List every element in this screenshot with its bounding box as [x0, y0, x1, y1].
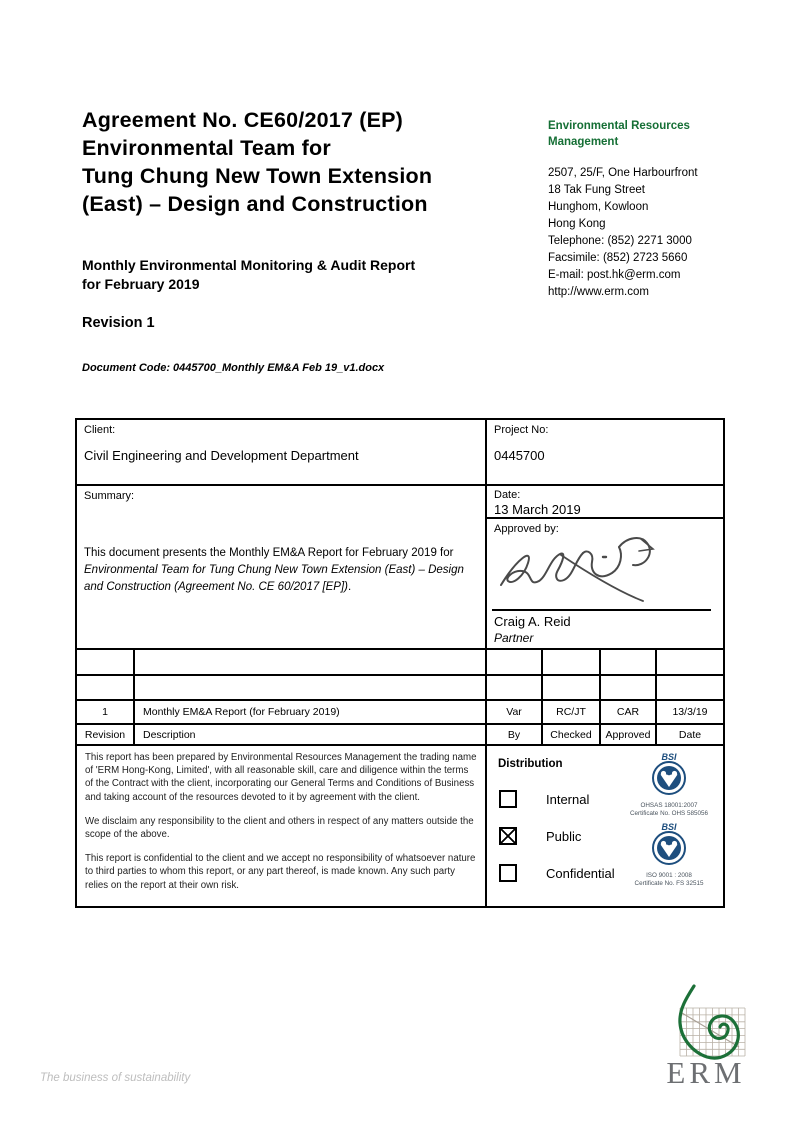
title-line: Agreement No. CE60/2017 (EP) [82, 108, 404, 132]
company-contact-block [548, 118, 788, 301]
distribution-option-label: Confidential [546, 865, 615, 881]
revision-empty-row [77, 676, 723, 701]
table-row-summary [77, 486, 723, 650]
erm-logo [652, 983, 760, 1095]
summary-cell [77, 486, 487, 648]
phone-line: Telephone: (852) 2271 3000 [548, 235, 692, 247]
project-no-label: Project No: [494, 424, 549, 436]
disclaimer-cell [77, 746, 487, 906]
revision-empty-row [77, 650, 723, 676]
approved-by-cell [487, 519, 723, 648]
header-checked: Checked [543, 725, 601, 744]
bsi-ohsas-certification [623, 751, 715, 818]
document-code: Document Code: 0445700_Monthly EM&A Feb 19_v1.docx [82, 362, 385, 374]
distribution-option-confidential [499, 864, 615, 882]
header-by: By [487, 725, 543, 744]
address-line: 2507, 25/F, One Harbourfront [548, 167, 698, 179]
revision-description: Monthly EM&A Report (for February 2019) [135, 701, 487, 723]
title-line: Environmental Team for [82, 136, 331, 160]
bsi-iso-certification [623, 821, 715, 888]
tagline: The business of sustainability [40, 1072, 191, 1084]
revision-number: 1 [77, 701, 135, 723]
distribution-checkbox-confidential[interactable] [499, 864, 517, 882]
cert-number: Certificate No. FS 32515 [634, 880, 704, 887]
disclaimer-paragraph: This report is confidential to the client and we accept no responsibility of whatsoever nature to third parties to whom this report, or any part thereof, is made known. Any such party relies on the report at their own risk. [85, 853, 476, 891]
header-date: Date [678, 728, 702, 741]
distribution-label: Distribution [498, 758, 563, 770]
header-revision: Revision [77, 725, 135, 744]
title-line: Tung Chung New Town Extension [82, 164, 433, 188]
cert-number: Certificate No. OHS 585056 [629, 810, 709, 817]
address-line: Hong Kong [548, 218, 606, 230]
table-row-footer [77, 746, 723, 906]
header-description: Description [135, 725, 487, 744]
signature-rule [492, 609, 711, 611]
address-line: Hunghom, Kowloon [548, 201, 649, 213]
report-title [82, 106, 552, 218]
distribution-checkbox-public[interactable] [499, 827, 517, 845]
report-subtitle: Monthly Environmental Monitoring & Audit Report for February 2019 [82, 257, 416, 292]
revision-checked: RC/JT [543, 701, 601, 723]
summary-text: This document presents the Monthly EM&A Report for February 2019 for Environmental Team for Tung Chung New Town Extension (East) – Design and Construction (Agreement No. CE 60/2017 [EP]). [84, 547, 464, 593]
signature-image [495, 533, 700, 605]
cert-standard: OHSAS 18001:2007 [640, 802, 698, 809]
fax-line: Facsimile: (852) 2723 5660 [548, 252, 688, 264]
company-address [548, 165, 788, 301]
client-value: Civil Engineering and Development Department [84, 448, 359, 463]
project-no-value: 0445700 [494, 448, 545, 463]
svg-text:BSI: BSI [661, 822, 677, 832]
distribution-checkbox-internal[interactable] [499, 790, 517, 808]
approver-title: Partner [494, 631, 534, 645]
disclaimer-paragraph: This report has been prepared by Environmental Resources Management the trading name of 'ERM Hong-Kong, Limited', with all reasonable skill, care and diligence within the terms of the Contract with the client, incorporating our General Terms and Conditions of Business and taking account of the resources devoted to it by agreement with the client. [85, 752, 477, 803]
date-approved-cell [487, 486, 723, 648]
distribution-option-internal [499, 790, 589, 808]
title-line: (East) – Design and Construction [82, 192, 428, 216]
distribution-option-label: Public [546, 828, 582, 844]
distribution-option-label: Internal [546, 791, 590, 807]
table-row-client [77, 420, 723, 486]
revision-date: 13/3/19 [672, 706, 708, 718]
summary-label: Summary: [84, 490, 135, 502]
revision-data-row [77, 701, 723, 725]
date-label: Date: [494, 489, 521, 501]
approver-name: Craig A. Reid [494, 614, 571, 629]
date-value: 13 March 2019 [494, 502, 581, 517]
distribution-cell [487, 746, 723, 906]
disclaimer-paragraph: We disclaim any responsibility to the client and others in respect of any matters outside the scope of the above. [85, 815, 474, 841]
revision-by: Var [487, 701, 543, 723]
client-label: Client: [84, 424, 116, 436]
email-line: E-mail: post.hk@erm.com [548, 269, 681, 281]
distribution-option-public [499, 827, 581, 845]
header-approved: Approved [601, 725, 657, 744]
company-name: Environmental Resources Management [548, 120, 690, 148]
approved-by-label: Approved by: [494, 523, 559, 535]
cover-info-table [75, 418, 725, 908]
website-line: http://www.erm.com [548, 286, 649, 298]
svg-text:BSI: BSI [661, 752, 677, 762]
date-cell [487, 486, 723, 519]
project-no-cell [487, 420, 723, 484]
revision-header-row [77, 725, 723, 746]
revision-label: Revision 1 [82, 315, 155, 331]
bsi-logo-icon [647, 821, 691, 867]
cert-standard: ISO 9001 : 2008 [646, 872, 692, 879]
revision-approved: CAR [601, 701, 657, 723]
bsi-logo-icon [647, 751, 691, 797]
erm-wordmark: ERM [666, 1055, 746, 1090]
client-cell [77, 420, 487, 484]
address-line: 18 Tak Fung Street [548, 184, 645, 196]
